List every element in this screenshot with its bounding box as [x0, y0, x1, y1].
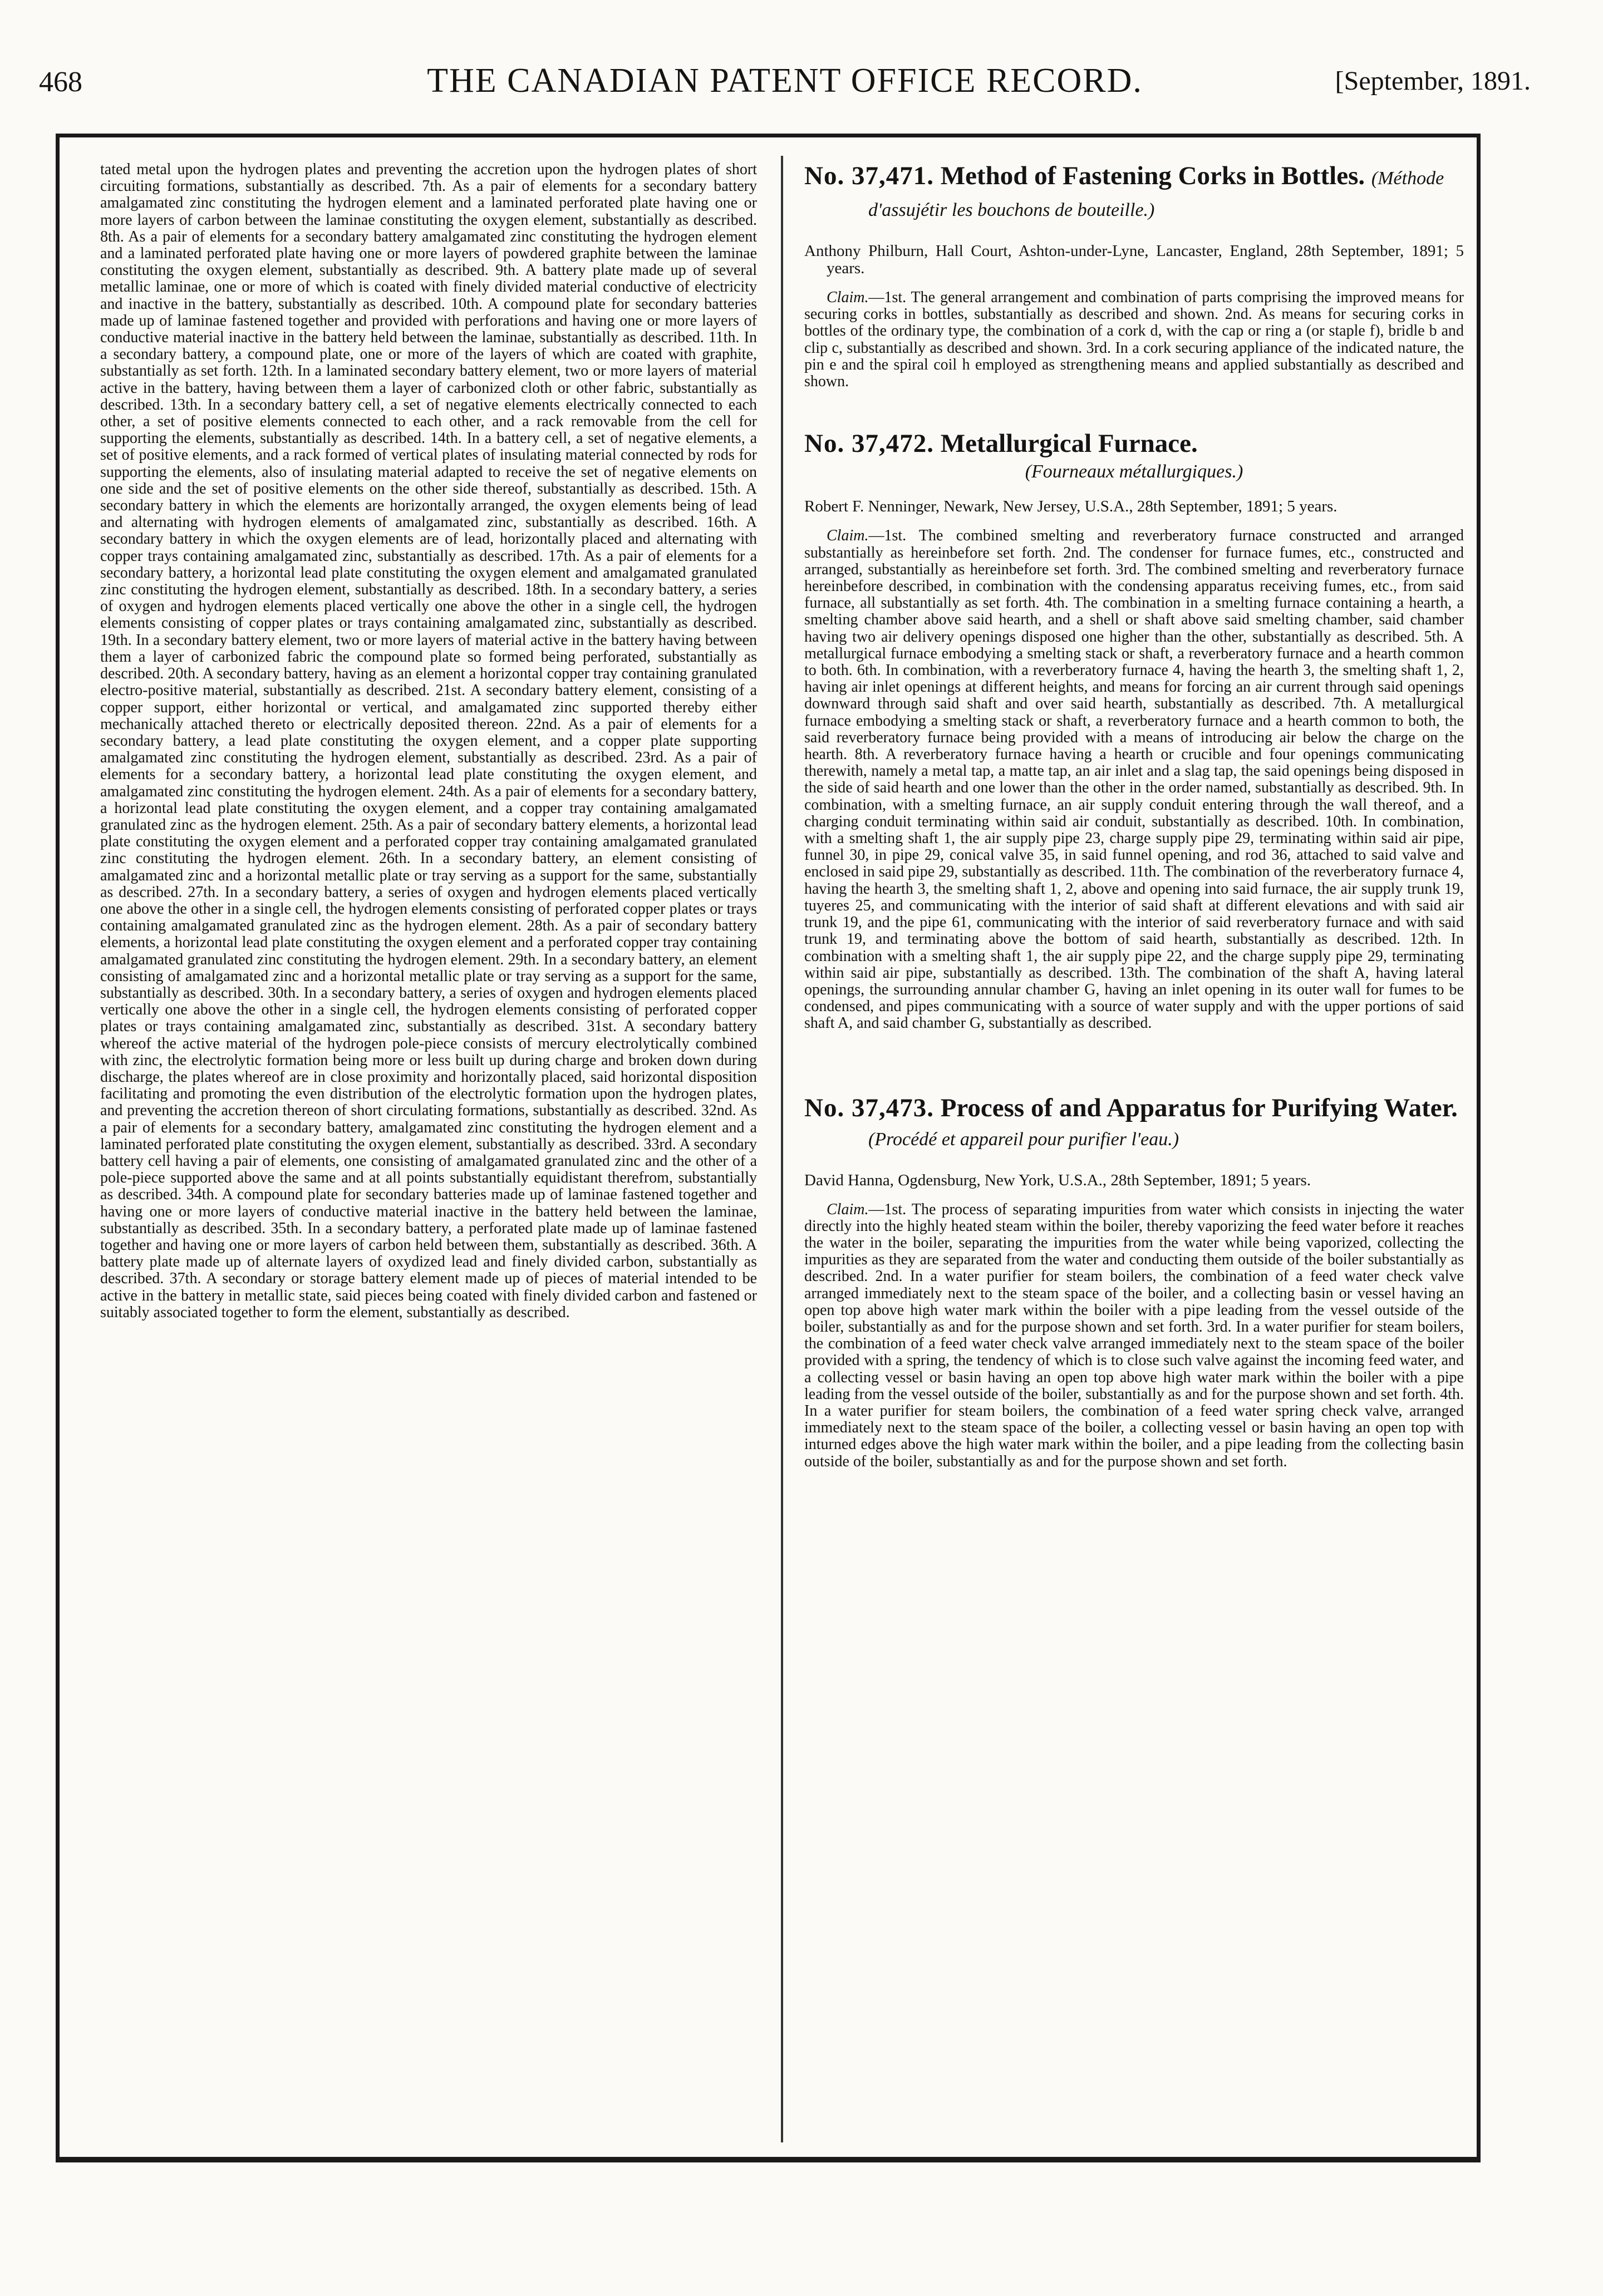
right-column	[804, 161, 1464, 2142]
entry-inventor: Robert F. Nenninger, Newark, New Jersey, U.S.A., 28th September, 1891; 5 years.	[804, 497, 1338, 516]
claim-text: —1st. The general arrangement and combination of parts comprising the improved means for securing corks in bottles, substantially as described and shown. 2nd. As means for securing corks in bottles of the ordinary type, the combination of a cork d, with the cap or ring a (or staple f), bridle b and clip c, substantially as described and shown. 3rd. In a cork securing appliance of the indicated nature, the pin e and the spiral coil h employed as strengthening means and applied substantially as described and shown.	[804, 289, 1464, 391]
issue-date: [September, 1891.	[1335, 66, 1531, 96]
claim-label: Claim.	[827, 527, 869, 545]
entry-number: No. 37,473.	[804, 1093, 934, 1122]
left-column-text: tated metal upon the hydrogen plates and preventing the accretion upon the hydrogen plates of short circuiting formations, substantially as described. 7th. As a pair of elements for a secondary battery amalgamated zinc constituting the hydrogen element and a laminated perforated plate having one or more layers of carbon between the laminae constituting the oxygen element, substantially as described. 8th. As a pair of elements for a secondary battery amalgamated zinc constituting the hydrogen element and a laminated perforated plate having one or more layers of powdered graphite between the laminae constituting the oxygen element, substantially as described. 9th. A battery plate made up of several metallic laminae, one or more of which is coated with finely divided material conductive of electricity and inactive in the battery, substantially as described. 10th. A compound plate for secondary batteries made up of laminae fastened together and provided with perforations and having one or more layers of conductive material inactive in the battery held between the laminae, substantially as described. 11th. In a secondary battery, a compound plate, one or more of the layers of which are coated with graphite, substantially as set forth. 12th. In a laminated secondary battery element, two or more layers of material active in the battery, having between them a layer of carbonized cloth or other fabric, substantially as described. 13th. In a secondary battery cell, a set of negative elements electrically connected to each other, a set of positive elements connected to each other, and a rack removable from the cell for supporting the elements, substantially as described. 14th. In a battery cell, a set of negative elements, a set of positive elements, and a rack formed of vertical plates of insulating material connected by rods for supporting the elements, also of insulating material adapted to receive the set of negative elements on one side and the set of positive elements on the other side thereof, substantially as described. 15th. A secondary battery in which the elements are horizontally arranged, the oxygen elements being of lead and alternating with hydrogen elements of amalgamated zinc, substantially as described. 16th. A secondary battery in which the oxygen elements are of lead, horizontally placed and alternating with copper trays containing amalgamated zinc, substantially as described. 17th. As a pair of elements for a secondary battery, a horizontal lead plate constituting the oxygen element and amalgamated granulated zinc constituting the hydrogen element, substantially as described. 18th. In a secondary battery, a series of oxygen and hydrogen elements placed vertically one above the other in a single cell, the hydrogen elements consisting of copper plates or trays containing amalgamated zinc, substantially as described. 19th. In a secondary battery element, two or more layers of material active in the battery having between them a layer of carbonized fabric the compound plate so formed being perforated, substantially as described. 20th. A secondary battery, having as an element a horizontal copper tray containing granulated electro-positive material, substantially as described. 21st. A secondary battery element, consisting of a copper support, either horizontal or vertical, and amalgamated zinc supported thereby either mechanically attached thereto or electrically deposited thereon. 22nd. As a pair of elements for a secondary battery, a lead plate constituting the oxygen element, and a copper plate supporting amalgamated zinc constituting the hydrogen element, substantially as described. 23rd. As a pair of elements for a secondary battery, a horizontal lead plate constituting the oxygen element, and amalgamated zinc constituting the hydrogen element. 24th. As a pair of elements for a secondary battery, a horizontal lead plate constituting the oxygen element, and a copper tray containing amalgamated granulated zinc as the hydrogen element. 25th. As a pair of secondary battery elements, a horizontal lead plate constituting the oxygen element and a perforated copper tray containing amalgamated granulated zinc constituting the hydrogen element. 26th. In a secondary battery, an element consisting of amalgamated zinc and a horizontal metallic plate or tray serving as a support for the same, substantially as described. 27th. In a secondary battery, a series of oxygen and hydrogen elements placed vertically one above the other in a single cell, the hydrogen elements consisting of perforated copper plates or trays containing amalgamated granulated zinc as the hydrogen element. 28th. As a pair of secondary battery elements, a horizontal lead plate constituting the oxygen element and a perforated copper tray containing amalgamated granulated zinc constituting the hydrogen element. 29th. In a secondary battery, an element consisting of amalgamated zinc and a horizontal metallic plate or tray serving as a support for the same, substantially as described. 30th. In a secondary battery, a series of oxygen and hydrogen elements placed vertically one above the other in a single cell, the hydrogen elements consisting of perforated copper plates or trays containing amalgamated zinc, substantially as described. 31st. A secondary battery whereof the active material of the hydrogen pole-piece consists of mercury electrolytically combined with zinc, the electrolytic formation being more or less built up during charge and broken down during discharge, the plates whereof are in close proximity and horizontally placed, said horizontal disposition facilitating and promoting the even distribution of the electrolytic formation upon the hydrogen plates, and preventing the accretion thereon of short circulating formations, substantially as described. 32nd. As a pair of elements for a secondary battery, amalgamated zinc constituting the hydrogen element and a laminated perforated plate constituting the oxygen element, substantially as described. 33rd. A secondary battery cell having a pair of elements, one consisting of amalgamated granulated zinc and the other of a pole-piece supported above the same and at all points substantially equidistant therefrom, substantially as described. 34th. A compound plate for secondary batteries made up of laminae fastened together and having one or more layers of conductive material inactive in the battery held between the laminae, substantially as described. 35th. In a secondary battery, a perforated plate made up of laminae fastened together and having one or more layers of carbon held between them, substantially as described. 36th. A battery plate made up of alternate layers of oxydized lead and finely divided carbon, substantially as described. 37th. A secondary or storage battery element made up of pieces of material intended to be active in the battery in metallic state, said pieces being coated with finely divided carbon and fastened or suitably associated together to form the element, substantially as described.	[100, 161, 757, 1321]
entry-heading	[804, 429, 1464, 458]
page-header	[39, 61, 1531, 111]
entry-title: Method of Fastening Corks in Bottles.	[940, 161, 1365, 190]
entry-french-title: (Fourneaux métallurgiques.)	[1025, 461, 1243, 482]
journal-title: THE CANADIAN PATENT OFFICE RECORD.	[427, 62, 1143, 100]
left-column	[100, 161, 757, 2142]
entry-number: No. 37,471.	[804, 161, 934, 190]
entry-heading	[804, 161, 1464, 225]
claim-label: Claim.	[827, 289, 869, 306]
patent-entry-37472	[804, 429, 1464, 1032]
patent-entry-37473	[804, 1093, 1464, 1470]
patent-entry-37471	[804, 161, 1464, 390]
entry-claim	[804, 528, 1464, 1032]
entry-claim	[804, 1201, 1464, 1470]
entry-french-title: (Procédé et appareil pour purifier l'eau.)	[868, 1129, 1179, 1150]
entry-inventor: David Hanna, Ogdensburg, New York, U.S.A., 28th September, 1891; 5 years.	[804, 1171, 1311, 1189]
claim-text: —1st. The combined smelting and reverberatory furnace constructed and arranged substantially as hereinbefore set forth. 2nd. The condenser for furnace fumes, etc., constructed and arranged, substantially as hereinbefore set forth. 3rd. The combined smelting and reverberatory furnace hereinbefore described, in combination with the condensing apparatus receiving fumes, etc., from said furnace, all substantially as set forth. 4th. The combination in a smelting furnace containing a hearth, a smelting chamber above said hearth, and a shell or shaft above said smelting chamber, said chamber having two air delivery openings disposed one higher than the other, substantially as described. 5th. A metallurgical furnace embodying a smelting stack or shaft, a reverberatory furnace and a hearth common to both. 6th. In combination, with a reverberatory furnace 4, having the hearth 3, the smelting shaft 1, 2, having air inlet openings at different heights, and means for forcing an air current through said openings downward through said shaft and over said hearth, substantially as described. 7th. A metallurgical furnace embodying a smelting stack or shaft, a reverberatory furnace and a hearth common to both, the said reverberatory furnace being provided with a means of introducing air below the charge on the hearth. 8th. A reverberatory furnace having a hearth or crucible and four openings communicating therewith, namely a metal tap, a matte tap, an air inlet and a slag tap, the said openings being disposed in the side of said hearth and one lower than the other in the order named, substantially as described. 9th. In combination, with a smelting furnace, an air supply conduit entering through the wall thereof, and a charging conduit terminating within said air conduit, substantially as described. 10th. In combination, with a smelting shaft 1, the air supply pipe 23, charge supply pipe 29, terminating within said air pipe, funnel 30, in pipe 29, conical valve 35, in said funnel opening, and rod 36, attached to said valve and enclosed in said pipe 29, substantially as described. 11th. The combination of the reverberatory furnace 4, having the hearth 3, the smelting shaft 1, 2, above and opening into said furnace, the air supply trunk 19, tuyeres 25, and communicating with the interior of said shaft at different elevations and with said air trunk 19, and the pipe 61, communicating with the interior of said reverberatory furnace and with said trunk 19, and terminating above the bottom of said hearth, substantially as described. 12th. In combination with a smelting shaft 1, the air supply pipe 22, and the charge supply pipe 29, terminating within said air pipe, substantially as described. 13th. The combination of the shaft A, having lateral openings, the surrounding annular chamber G, having an inlet opening in its outer wall for fumes to be condensed, and pipes communicating with a source of water supply and with the upper portions of said shaft A, and said chamber G, substantially as described.	[804, 527, 1464, 1032]
page-number: 468	[39, 66, 82, 98]
entry-claim	[804, 289, 1464, 390]
entry-french-title: (Méthode d'assujétir les bouchons de bouteille.)	[868, 168, 1444, 220]
entry-title: Metallurgical Furnace.	[940, 429, 1198, 459]
claim-label: Claim.	[827, 1200, 869, 1218]
claim-text: —1st. The process of separating impurities from water which consists in injecting the water directly into the highly heated steam within the boiler, thereby vaporizing the feed water before it reaches the water in the boiler, separating the impurities from the water while being vaporized, collecting the impurities as they are separated from the water and conducting them outside of the boiler substantially as described. 2nd. In a water purifier for steam boilers, the combination of a feed water check valve arranged immediately next to the steam space of the boiler, and a collecting basin or vessel having an open top above high water mark within the boiler with a pipe leading from the vessel outside of the boiler, substantially as and for the purpose shown and set forth. 3rd. In a water purifier for steam boilers, the combination of a feed water check valve arranged immediately next to the steam space of the boiler provided with a spring, the tendency of which is to close such valve against the incoming feed water, and a collecting vessel or basin having an open top above high water mark within the boiler with a pipe leading from the vessel outside of the boiler, substantially as and for the purpose shown and set forth. 4th. In a water purifier for steam boilers, the combination of a feed water spring check valve, arranged immediately next to the steam space of the boiler, a collecting vessel or basin having an open top with inturned edges above the high water mark within the boiler, and a pipe leading from the collecting basin outside of the boiler, substantially as and for the purpose shown and set forth.	[804, 1200, 1464, 1470]
entry-inventor: Anthony Philburn, Hall Court, Ashton-under-Lyne, Lancaster, England, 28th September, 1891; 5 years.	[804, 242, 1464, 277]
entry-heading	[804, 1093, 1464, 1154]
entry-number: No. 37,472.	[804, 429, 934, 459]
column-divider	[781, 156, 783, 2142]
entry-title: Process of and Apparatus for Purifying Water.	[940, 1093, 1458, 1122]
